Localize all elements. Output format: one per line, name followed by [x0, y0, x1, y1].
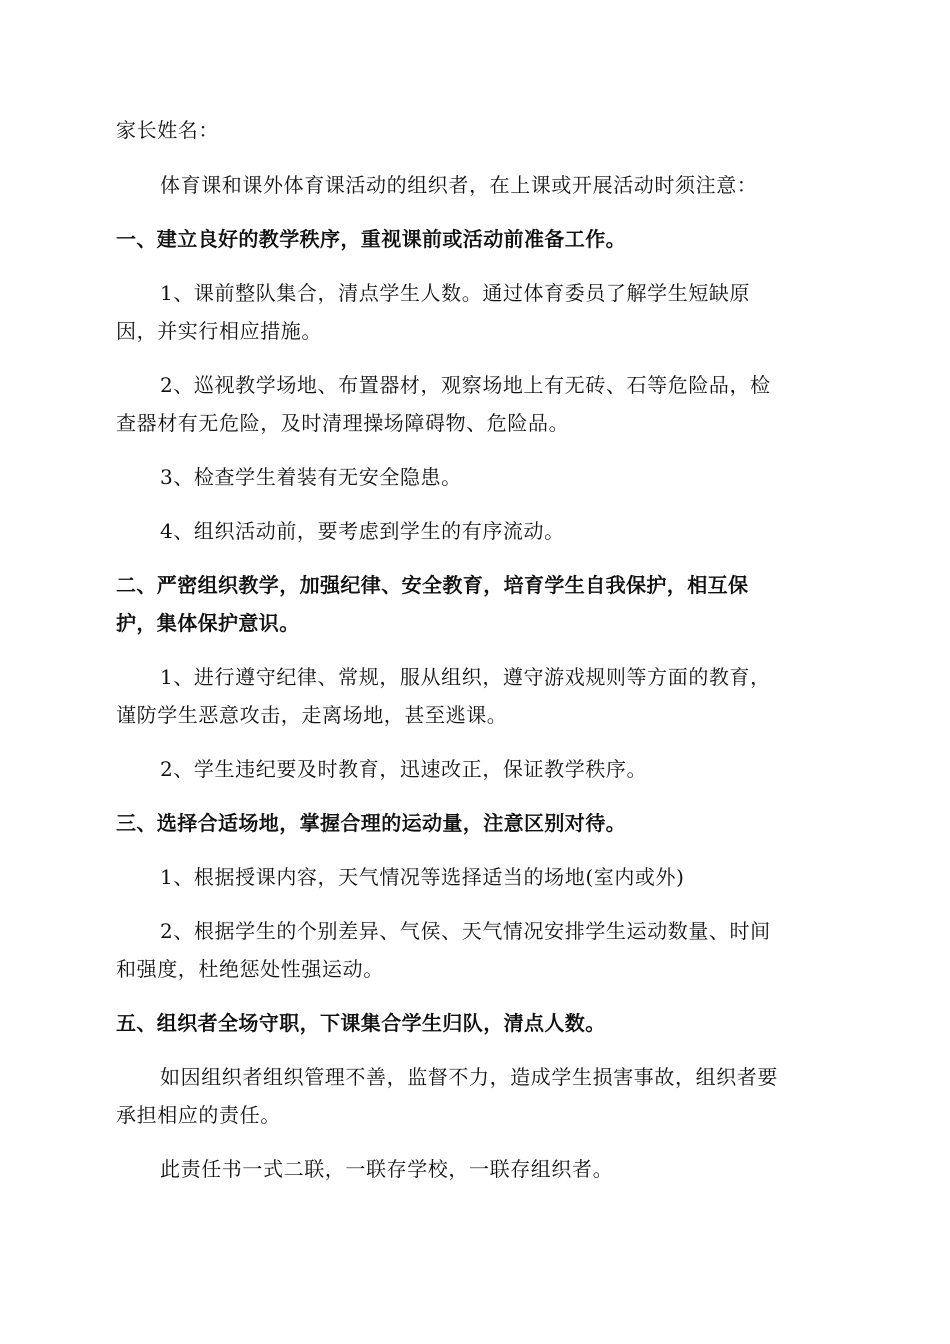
section-1-item-3: 3、检查学生着装有无安全隐患。 — [160, 465, 462, 489]
section-5-paragraph-line-2: 承担相应的责任。 — [116, 1103, 281, 1127]
section-5-heading: 五、组织者全场守职，下课集合学生归队，清点人数。 — [116, 1011, 606, 1035]
intro-paragraph: 体育课和课外体育课活动的组织者，在上课或开展活动时须注意： — [160, 173, 758, 197]
section-3-item-1: 1、根据授课内容，天气情况等选择适当的场地(室内或外) — [160, 865, 685, 889]
section-1-item-4: 4、组织活动前，要考虑到学生的有序流动。 — [160, 519, 565, 543]
section-2-heading-line-1: 二、严密组织教学，加强纪律、安全教育，培育学生自我保护，相互保 — [116, 573, 749, 597]
section-1-heading: 一、建立良好的教学秩序，重视课前或活动前准备工作。 — [116, 227, 626, 251]
section-1-item-1-line-2: 因，并实行相应措施。 — [116, 319, 322, 343]
closing-statement: 此责任书一式二联，一联存学校，一联存组织者。 — [160, 1157, 614, 1181]
section-2-heading-line-2: 护，集体保护意识。 — [116, 611, 300, 635]
section-5-paragraph-line-1: 如因组织者组织管理不善，监督不力，造成学生损害事故，组织者要 — [160, 1065, 778, 1089]
section-3-heading: 三、选择合适场地，掌握合理的运动量，注意区别对待。 — [116, 811, 626, 835]
section-3-item-2-line-2: 和强度，杜绝惩处性强运动。 — [116, 957, 384, 981]
section-1-item-2-line-1: 2、巡视教学场地、布置器材，观察场地上有无砖、石等危险品，检 — [160, 373, 771, 397]
parent-name-label: 家长姓名： — [116, 118, 219, 142]
section-1-item-2-line-2: 查器材有无危险，及时清理操场障碍物、危险品。 — [116, 411, 570, 435]
section-2-item-1-line-2: 谨防学生恶意攻击，走离场地，甚至逃课。 — [116, 703, 508, 727]
section-2-item-1-line-1: 1、进行遵守纪律、常规，服从组织，遵守游戏规则等方面的教育， — [160, 665, 771, 689]
section-2-item-2: 2、学生违纪要及时教育，迅速改正，保证教学秩序。 — [160, 757, 648, 781]
section-3-item-2-line-1: 2、根据学生的个别差异、气侯、天气情况安排学生运动数量、时间 — [160, 919, 771, 943]
section-1-item-1-line-1: 1、课前整队集合，清点学生人数。通过体育委员了解学生短缺原 — [160, 281, 751, 305]
